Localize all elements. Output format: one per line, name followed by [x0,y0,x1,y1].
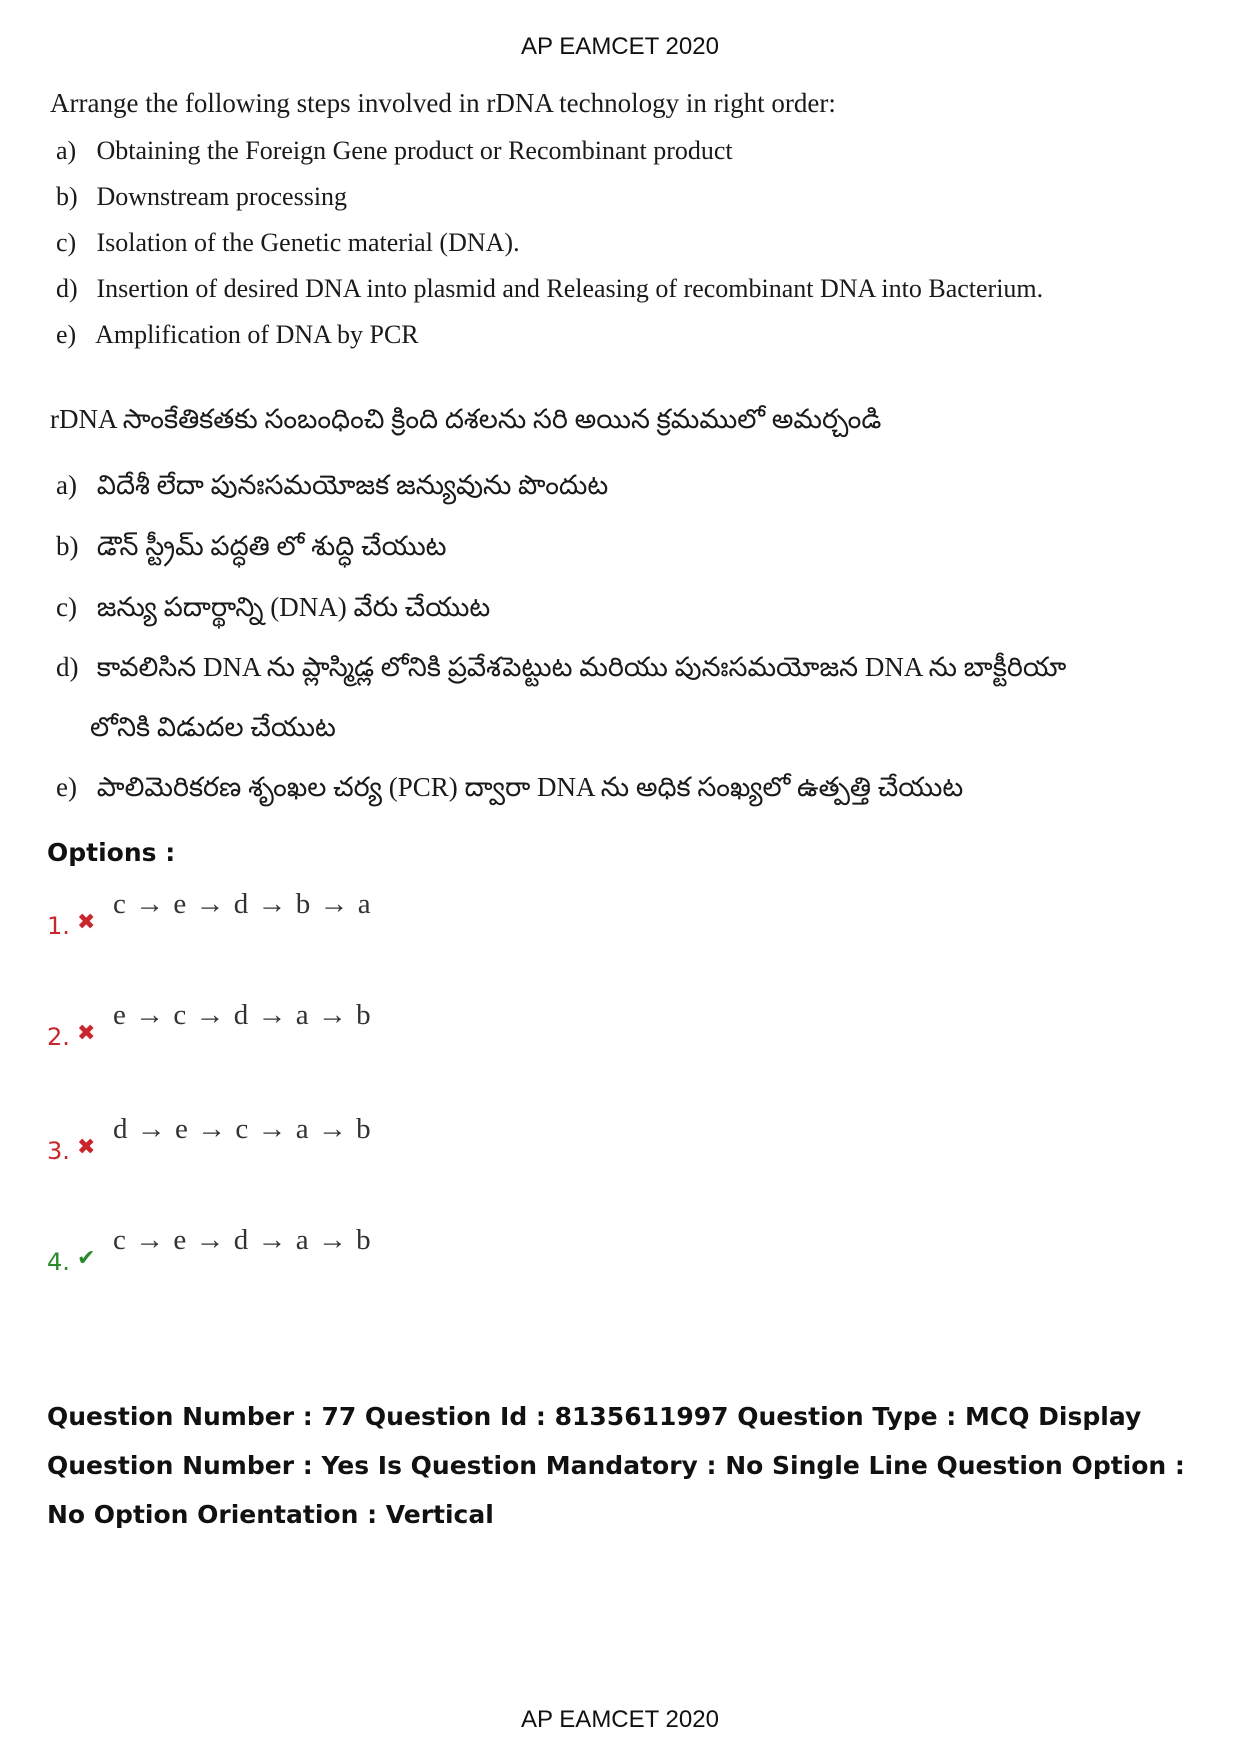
question-prompt-telugu: rDNA సాంకేతికతకు సంబంధించి క్రింది దశలను సరి అయిన క్రమములో అమర్చండి [50,404,882,434]
english-step [56,182,347,212]
option-sequence: c → e → d → a → b [113,1224,372,1256]
step-label: e) [56,772,77,802]
step-label: b) [56,182,78,211]
telugu-step-continuation: లోనికి విడుదల చేయుట [90,712,336,742]
step-text: Insertion of desired DNA into plasmid and Releasing of recombinant DNA into Bacterium. [96,274,1044,303]
question-metadata: Question Number : 77 Question Id : 8135611997 Question Type : MCQ Display Question Number : Yes Is Question Mandatory : No Single Line Question Option : No Option Orientation : Vertical [47,1402,1185,1529]
telugu-step [56,531,447,569]
step-text: విదేశీ లేదా పునఃసమయోజక జన్యువును పొందుట [96,470,609,500]
telugu-step [56,592,490,630]
page-footer: AP EAMCET 2020 [521,1706,719,1733]
telugu-step [56,652,1066,690]
option-sequence: c → e → d → b → a [113,888,372,920]
page-header: AP EAMCET 2020 [521,33,719,60]
option-number: 1. [47,912,70,940]
step-label: e) [56,320,77,349]
step-label: c) [56,228,77,257]
step-label: d) [56,652,79,682]
step-text: పాలిమెరికరణ శృంఖల చర్య (PCR) ద్వారా DNA ను అధిక సంఖ్యలో ఉత్పత్తి చేయుట [96,772,964,802]
options-heading: Options : [47,838,176,867]
english-step [56,320,419,350]
step-text: Amplification of DNA by PCR [95,320,419,349]
question-prompt-english: Arrange the following steps involved in rDNA technology in right order: [50,88,836,118]
telugu-step [56,470,608,508]
step-label: a) [56,136,77,165]
english-step [56,136,733,166]
cross-icon: ✖ [77,910,96,935]
cross-icon: ✖ [77,1135,96,1160]
english-step [56,274,1043,304]
option-sequence: e → c → d → a → b [113,999,372,1031]
step-text: డౌన్ స్ట్రీమ్ పద్ధతి లో శుద్ధి చేయుట [96,531,447,561]
step-text: Obtaining the Foreign Gene product or Recombinant product [96,136,733,165]
step-text: Downstream processing [96,182,348,211]
cross-icon: ✖ [77,1021,96,1046]
option-sequence: d → e → c → a → b [113,1113,372,1145]
telugu-step [56,772,963,810]
step-label: b) [56,531,79,561]
option-number: 4. [47,1248,70,1276]
option-number: 3. [47,1137,70,1165]
english-step [56,228,520,258]
step-label: a) [56,470,77,500]
step-text: కావలిసిన DNA ను ప్లాస్మిడ్ల లోనికి ప్రవేశపెట్టుట మరియు పునఃసమయోజన DNA ను బాక్టీరియా [96,652,1067,682]
check-icon: ✔ [77,1246,96,1271]
step-text: Isolation of the Genetic material (DNA). [96,228,520,257]
option-number: 2. [47,1023,70,1051]
step-text: జన్యు పదార్థాన్ని (DNA) వేరు చేయుట [96,592,491,622]
step-label: d) [56,274,78,303]
step-label: c) [56,592,77,622]
